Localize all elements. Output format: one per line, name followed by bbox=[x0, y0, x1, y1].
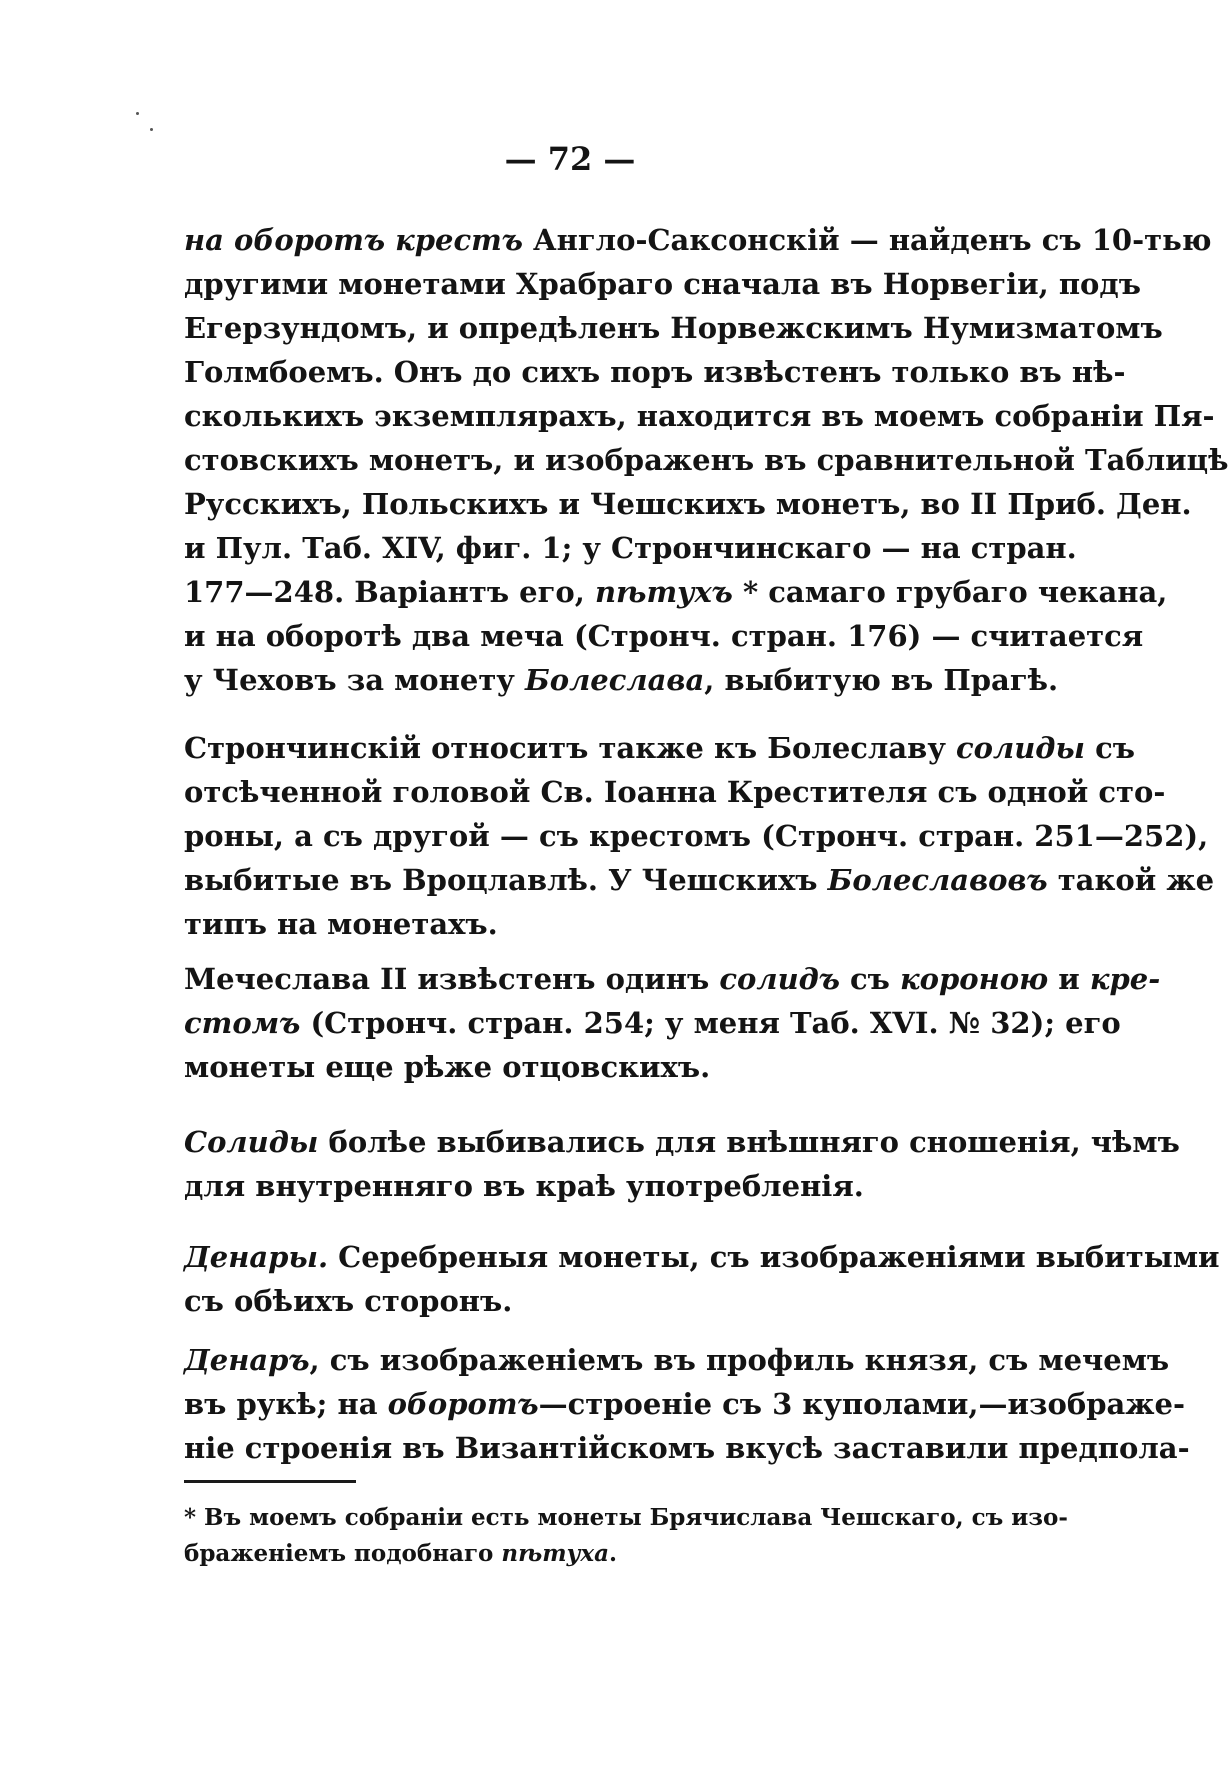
text-line bbox=[184, 726, 1135, 770]
text-run: такой же bbox=[1047, 863, 1215, 897]
italic-text: Денаръ bbox=[184, 1343, 310, 1377]
text-run: типъ на монетахъ. bbox=[184, 907, 498, 941]
text-line bbox=[184, 350, 1126, 394]
text-run: сколькихъ экземплярахъ, находится въ моемъ собраніи Пя- bbox=[184, 399, 1215, 433]
footnote bbox=[184, 1500, 1068, 1572]
text-run: Голмбоемъ. Онъ до сихъ поръ извѣстенъ только въ нѣ- bbox=[184, 355, 1126, 389]
text-line bbox=[184, 570, 1168, 614]
italic-text: пѣтухъ bbox=[594, 575, 733, 609]
text-run: роны, а съ другой — съ крестомъ (Стронч. стран. 251—252), bbox=[184, 819, 1209, 853]
italic-text: короною bbox=[900, 962, 1049, 996]
text-run: . bbox=[608, 1540, 617, 1567]
text-line bbox=[184, 957, 1161, 1001]
text-run: и bbox=[1048, 962, 1090, 996]
text-line bbox=[184, 1382, 1186, 1426]
text-line bbox=[184, 1164, 1018, 1208]
text-line bbox=[184, 1235, 1220, 1279]
text-line bbox=[184, 902, 1018, 946]
italic-text: кре- bbox=[1089, 962, 1161, 996]
text-line bbox=[184, 1426, 1190, 1470]
text-line bbox=[184, 526, 1077, 570]
text-run: у Чеховъ за монету bbox=[184, 663, 525, 697]
text-run: съ обѣихъ сторонъ. bbox=[184, 1284, 513, 1318]
italic-text: солидъ bbox=[719, 962, 840, 996]
paragraph-4 bbox=[184, 1120, 1180, 1208]
text-run: съ bbox=[1084, 731, 1135, 765]
paragraph-5 bbox=[184, 1235, 1220, 1323]
text-run: —строеніе съ 3 куполами,—изображе- bbox=[538, 1387, 1186, 1421]
text-line bbox=[184, 218, 1212, 262]
text-line bbox=[184, 1001, 1121, 1045]
text-run: * самаго грубаго чекана, bbox=[732, 575, 1168, 609]
text-line bbox=[184, 1045, 1018, 1089]
text-line bbox=[184, 482, 1192, 526]
text-run: Англо-Саксонскій — найденъ съ 10-тью bbox=[522, 223, 1212, 257]
text-run: монеты еще рѣже отцовскихъ. bbox=[184, 1050, 711, 1084]
text-line bbox=[184, 1338, 1170, 1382]
text-line bbox=[184, 394, 1215, 438]
italic-text: Болеслава bbox=[524, 663, 705, 697]
paragraph-3 bbox=[184, 957, 1161, 1089]
text-run: Стрончинскій относитъ также къ Болеславу bbox=[184, 731, 956, 765]
text-run: (Стронч. стран. 254; у меня Таб. XVI. № 32); его bbox=[300, 1006, 1121, 1040]
text-line bbox=[184, 438, 1228, 482]
paragraph-2 bbox=[184, 726, 1215, 946]
page-number: — 72 — bbox=[504, 140, 636, 178]
text-run: Егерзундомъ, и опредѣленъ Норвежскимъ Нумизматомъ bbox=[184, 311, 1163, 345]
text-run: и Пул. Таб. XIV, фиг. 1; у Стрончинскаго — на стран. bbox=[184, 531, 1077, 565]
text-line bbox=[184, 814, 1209, 858]
italic-text: Болеславовъ bbox=[827, 863, 1048, 897]
text-run: для внутренняго въ краѣ употребленія. bbox=[184, 1169, 864, 1203]
text-line bbox=[184, 1536, 1018, 1572]
text-line bbox=[184, 858, 1215, 902]
text-run: Русскихъ, Польскихъ и Чешскихъ монетъ, во II Приб. Ден. bbox=[184, 487, 1192, 521]
text-run: , съ изображеніемъ въ профиль князя, съ мечемъ bbox=[309, 1343, 1170, 1377]
text-line bbox=[184, 262, 1141, 306]
italic-text: пѣтуха bbox=[501, 1540, 609, 1567]
text-run: болѣе выбивались для внѣшняго сношенія, чѣмъ bbox=[318, 1125, 1180, 1159]
text-line bbox=[184, 770, 1166, 814]
scan-speck bbox=[136, 112, 139, 115]
text-run: Мечеслава II извѣстенъ одинъ bbox=[184, 962, 720, 996]
text-run: отсѣченной головой Св. Іоанна Крестителя съ одной сто- bbox=[184, 775, 1166, 809]
scan-speck bbox=[150, 128, 153, 131]
text-run: въ рукѣ; на bbox=[184, 1387, 388, 1421]
text-line bbox=[184, 614, 1144, 658]
text-run: выбитые въ Вроцлавлѣ. У Чешскихъ bbox=[184, 863, 828, 897]
text-line bbox=[184, 1279, 1018, 1323]
text-run: Серебреныя монеты, съ изображеніями выбитыми bbox=[328, 1240, 1220, 1274]
text-line bbox=[184, 306, 1163, 350]
text-run: и на оборотѣ два меча (Стронч. стран. 176) — считается bbox=[184, 619, 1144, 653]
italic-text: на оборотъ крестъ bbox=[184, 223, 523, 257]
text-run: другими монетами Храбраго сначала въ Норвегіи, подъ bbox=[184, 267, 1141, 301]
text-run: , выбитую въ Прагѣ. bbox=[704, 663, 1059, 697]
text-run: * Въ моемъ собраніи есть монеты Брячислава Чешскаго, съ изо- bbox=[184, 1504, 1068, 1531]
italic-text: Солиды bbox=[184, 1125, 319, 1159]
text-run: съ bbox=[839, 962, 901, 996]
paragraph-1 bbox=[184, 218, 1228, 702]
text-line bbox=[184, 658, 1059, 702]
italic-text: стомъ bbox=[184, 1006, 301, 1040]
text-run: браженіемъ подобнаго bbox=[184, 1540, 502, 1567]
italic-text: солиды bbox=[955, 731, 1085, 765]
text-line bbox=[184, 1500, 1068, 1536]
text-run: 177—248. Варіантъ его, bbox=[184, 575, 595, 609]
text-run: ніе строенія въ Византійскомъ вкусѣ заставили предпола- bbox=[184, 1431, 1190, 1465]
text-line bbox=[184, 1120, 1180, 1164]
footnote-divider bbox=[184, 1480, 356, 1483]
italic-text: оборотъ bbox=[387, 1387, 539, 1421]
italic-text: Денары. bbox=[184, 1240, 329, 1274]
paragraph-6 bbox=[184, 1338, 1190, 1470]
text-run: стовскихъ монетъ, и изображенъ въ сравнительной Таблицѣ bbox=[184, 443, 1228, 477]
